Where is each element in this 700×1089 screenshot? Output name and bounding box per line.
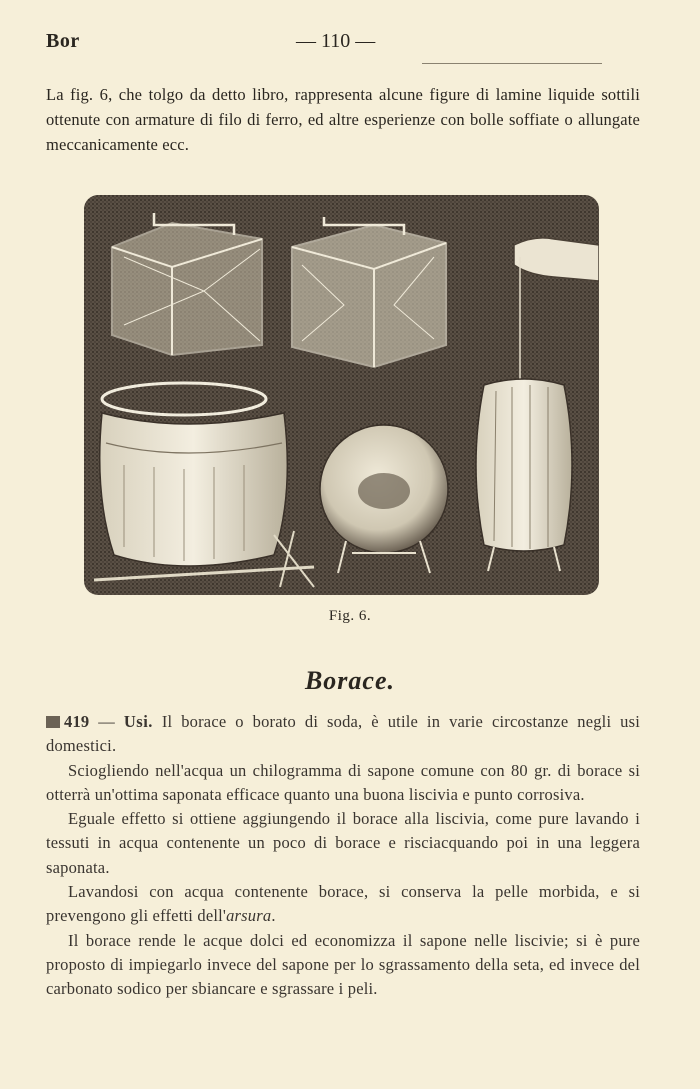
figure-illustration — [84, 195, 599, 595]
body-paragraph: Il borace rende le acque dolci ed economizza il sapone nelle liscivie; si è pure proposto di impiegarlo invece del sapone per lo sgrassamento della seta, ed invece del carbonato sodico per sbiancare e sgrassare i peli. — [46, 930, 640, 999]
figure-caption: Fig. 6. — [328, 608, 372, 624]
body-paragraph-lavandosi — [46, 880, 640, 929]
usi-label: Usi. — [123, 712, 153, 731]
header-rule — [422, 63, 602, 64]
section-body — [46, 710, 640, 1002]
pointing-hand-icon — [46, 716, 60, 728]
running-head: Bor — [46, 30, 80, 52]
page-header — [46, 30, 640, 60]
intro-paragraph: La fig. 6, che tolgo da detto libro, rappresenta alcune figure di lamine liquide sottili ottenute con armature di filo di ferro, ed altre esperienze con bolle soffiate o allungate meccanicamente ecc. — [46, 85, 640, 154]
body-paragraph-usi: 419 — Usi. Il borace o borato di soda, è utile in varie circostanze negli usi domestici. — [46, 712, 640, 756]
usi-text: Il borace o borato di soda, è utile in varie circostanze negli usi domestici. — [46, 712, 640, 756]
section-title: Borace. — [304, 666, 396, 695]
body-paragraph: Sciogliendo nell'acqua un chilogramma di sapone comune con 80 gr. di borace si otterrà un'ottima saponata efficace quanto una buona liscivia e punto corrosiva. — [46, 760, 640, 804]
body-paragraph: Eguale effetto si ottiene aggiungendo il borace alla liscivia, come pure lavando i tessuti in acqua contenente un poco di borace e risciacquando poi in una leggera saponata. — [46, 809, 640, 877]
arsura-term: arsura — [226, 906, 272, 926]
lavandosi-text: Lavandosi con acqua contenente borace, si conserva la pelle morbida, e si prevengono gli effetti dell' — [46, 882, 640, 926]
page-number: — 110 — — [296, 30, 376, 52]
paragraph-number: 419 — [64, 712, 90, 731]
soap-film-engraving — [84, 195, 599, 595]
lavandosi-end: . — [271, 906, 276, 926]
